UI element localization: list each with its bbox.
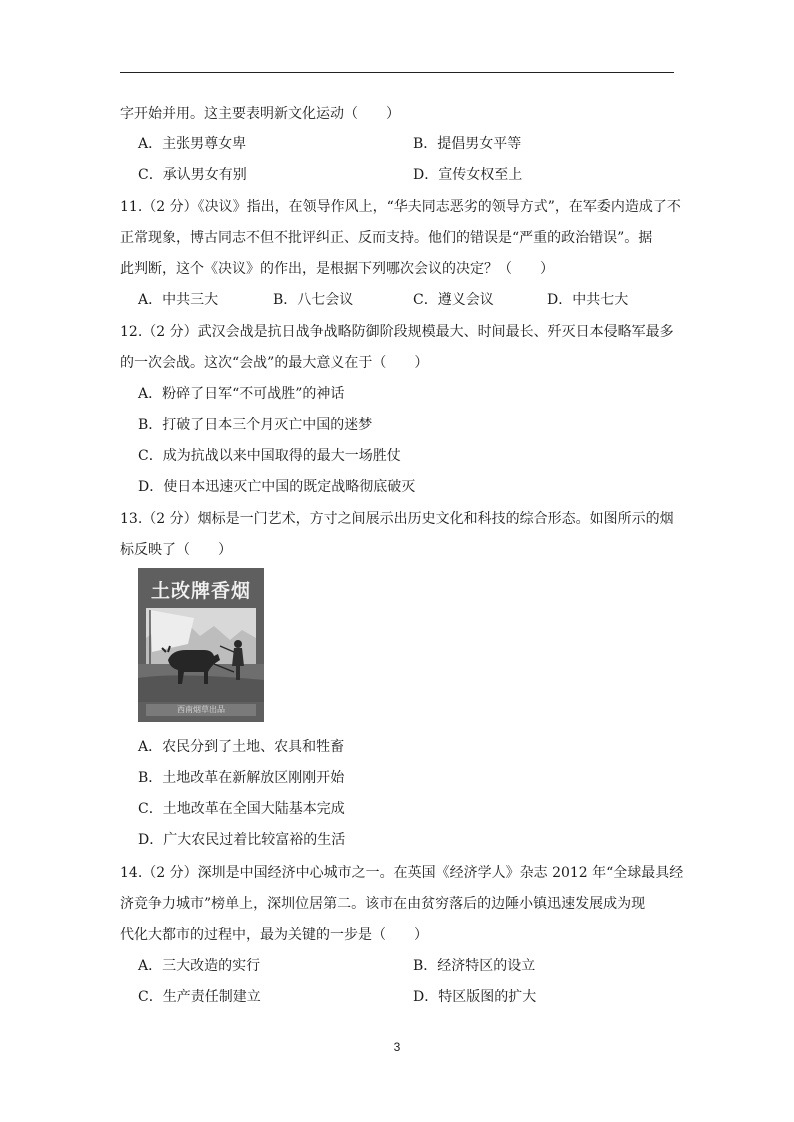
q13-option-d: D．广大农民过着比较富裕的生活 [138, 832, 346, 848]
label-maker-text: 西南烟草出品 [177, 705, 225, 714]
q14-option-b: B．经济特区的设立 [413, 958, 536, 974]
q12-option-b: B．打破了日本三个月灭亡中国的迷梦 [138, 417, 373, 433]
cigarette-label-image [138, 568, 264, 722]
q11-option-b: B．八七会议 [273, 292, 354, 308]
q11-option-a: A．中共三大 [138, 292, 219, 308]
option-c: C．承认男女有别 [138, 167, 247, 183]
q13-option-c: C．土地改革在全国大陆基本完成 [138, 801, 345, 817]
continuation-stem: 字开始并用。这主要表明新文化运动（ ） [120, 106, 400, 122]
q14-line-3: 代化大都市的过程中，最为关键的一步是（ ） [120, 927, 428, 943]
q13-option-b: B．土地改革在新解放区刚刚开始 [138, 770, 345, 786]
q14-line-1: 14.（2 分）深圳是中国经济中心城市之一。在英国《经济学人》杂志 2012 年“全球最具经 [120, 865, 684, 881]
q11-line-1: 11.（2 分）《决议》指出，在领导作风上，“华夫同志恶劣的领导方式”，在军委内造成了不 [120, 199, 681, 215]
q11-line-2: 正常现象，博古同志不但不批评纠正、反而支持。他们的错误是“严重的政治错误”。据 [120, 230, 653, 246]
q12-line-1: 12.（2 分）武汉会战是抗日战争战略防御阶段规模最大、时间最长、歼灭日本侵略军最多 [120, 324, 674, 340]
option-b: B．提倡男女平等 [413, 136, 522, 152]
option-d: D．宣传女权至上 [413, 167, 523, 183]
q11-line-3: 此判断，这个《决议》的作出，是根据下列哪次会议的决定？（ ） [120, 261, 554, 277]
q14-option-d: D．特区版图的扩大 [413, 989, 537, 1005]
q11-option-d: D．中共七大 [547, 292, 629, 308]
q14-option-a: A．三大改造的实行 [138, 958, 261, 974]
page-number: 3 [393, 1040, 401, 1054]
q14-line-2: 济竞争力城市”榜单上，深圳位居第二。该市在由贫穷落后的边陲小镇迅速发展成为现 [120, 896, 646, 912]
option-a: A．主张男尊女卑 [138, 136, 247, 152]
q11-option-c: C．遵义会议 [413, 292, 494, 308]
q13-option-a: A．农民分到了土地、农具和牲畜 [138, 739, 345, 755]
q12-option-c: C．成为抗战以来中国取得的最大一场胜仗 [138, 448, 401, 464]
q12-line-2: 的一次会战。这次“会战”的最大意义在于（ ） [120, 355, 429, 371]
label-brand-title: 土改牌香烟 [150, 580, 251, 602]
q12-option-a: A．粉碎了日军“不可战胜”的神话 [138, 386, 345, 402]
q12-option-d: D．使日本迅速灭亡中国的既定战略彻底破灭 [138, 479, 416, 495]
q14-option-c: C．生产责任制建立 [138, 989, 261, 1005]
q13-line-1: 13.（2 分）烟标是一门艺术，方寸之间展示出历史文化和科技的综合形态。如图所示的烟 [120, 511, 674, 527]
header-rule [120, 72, 674, 73]
q13-line-2: 标反映了（ ） [120, 542, 232, 558]
